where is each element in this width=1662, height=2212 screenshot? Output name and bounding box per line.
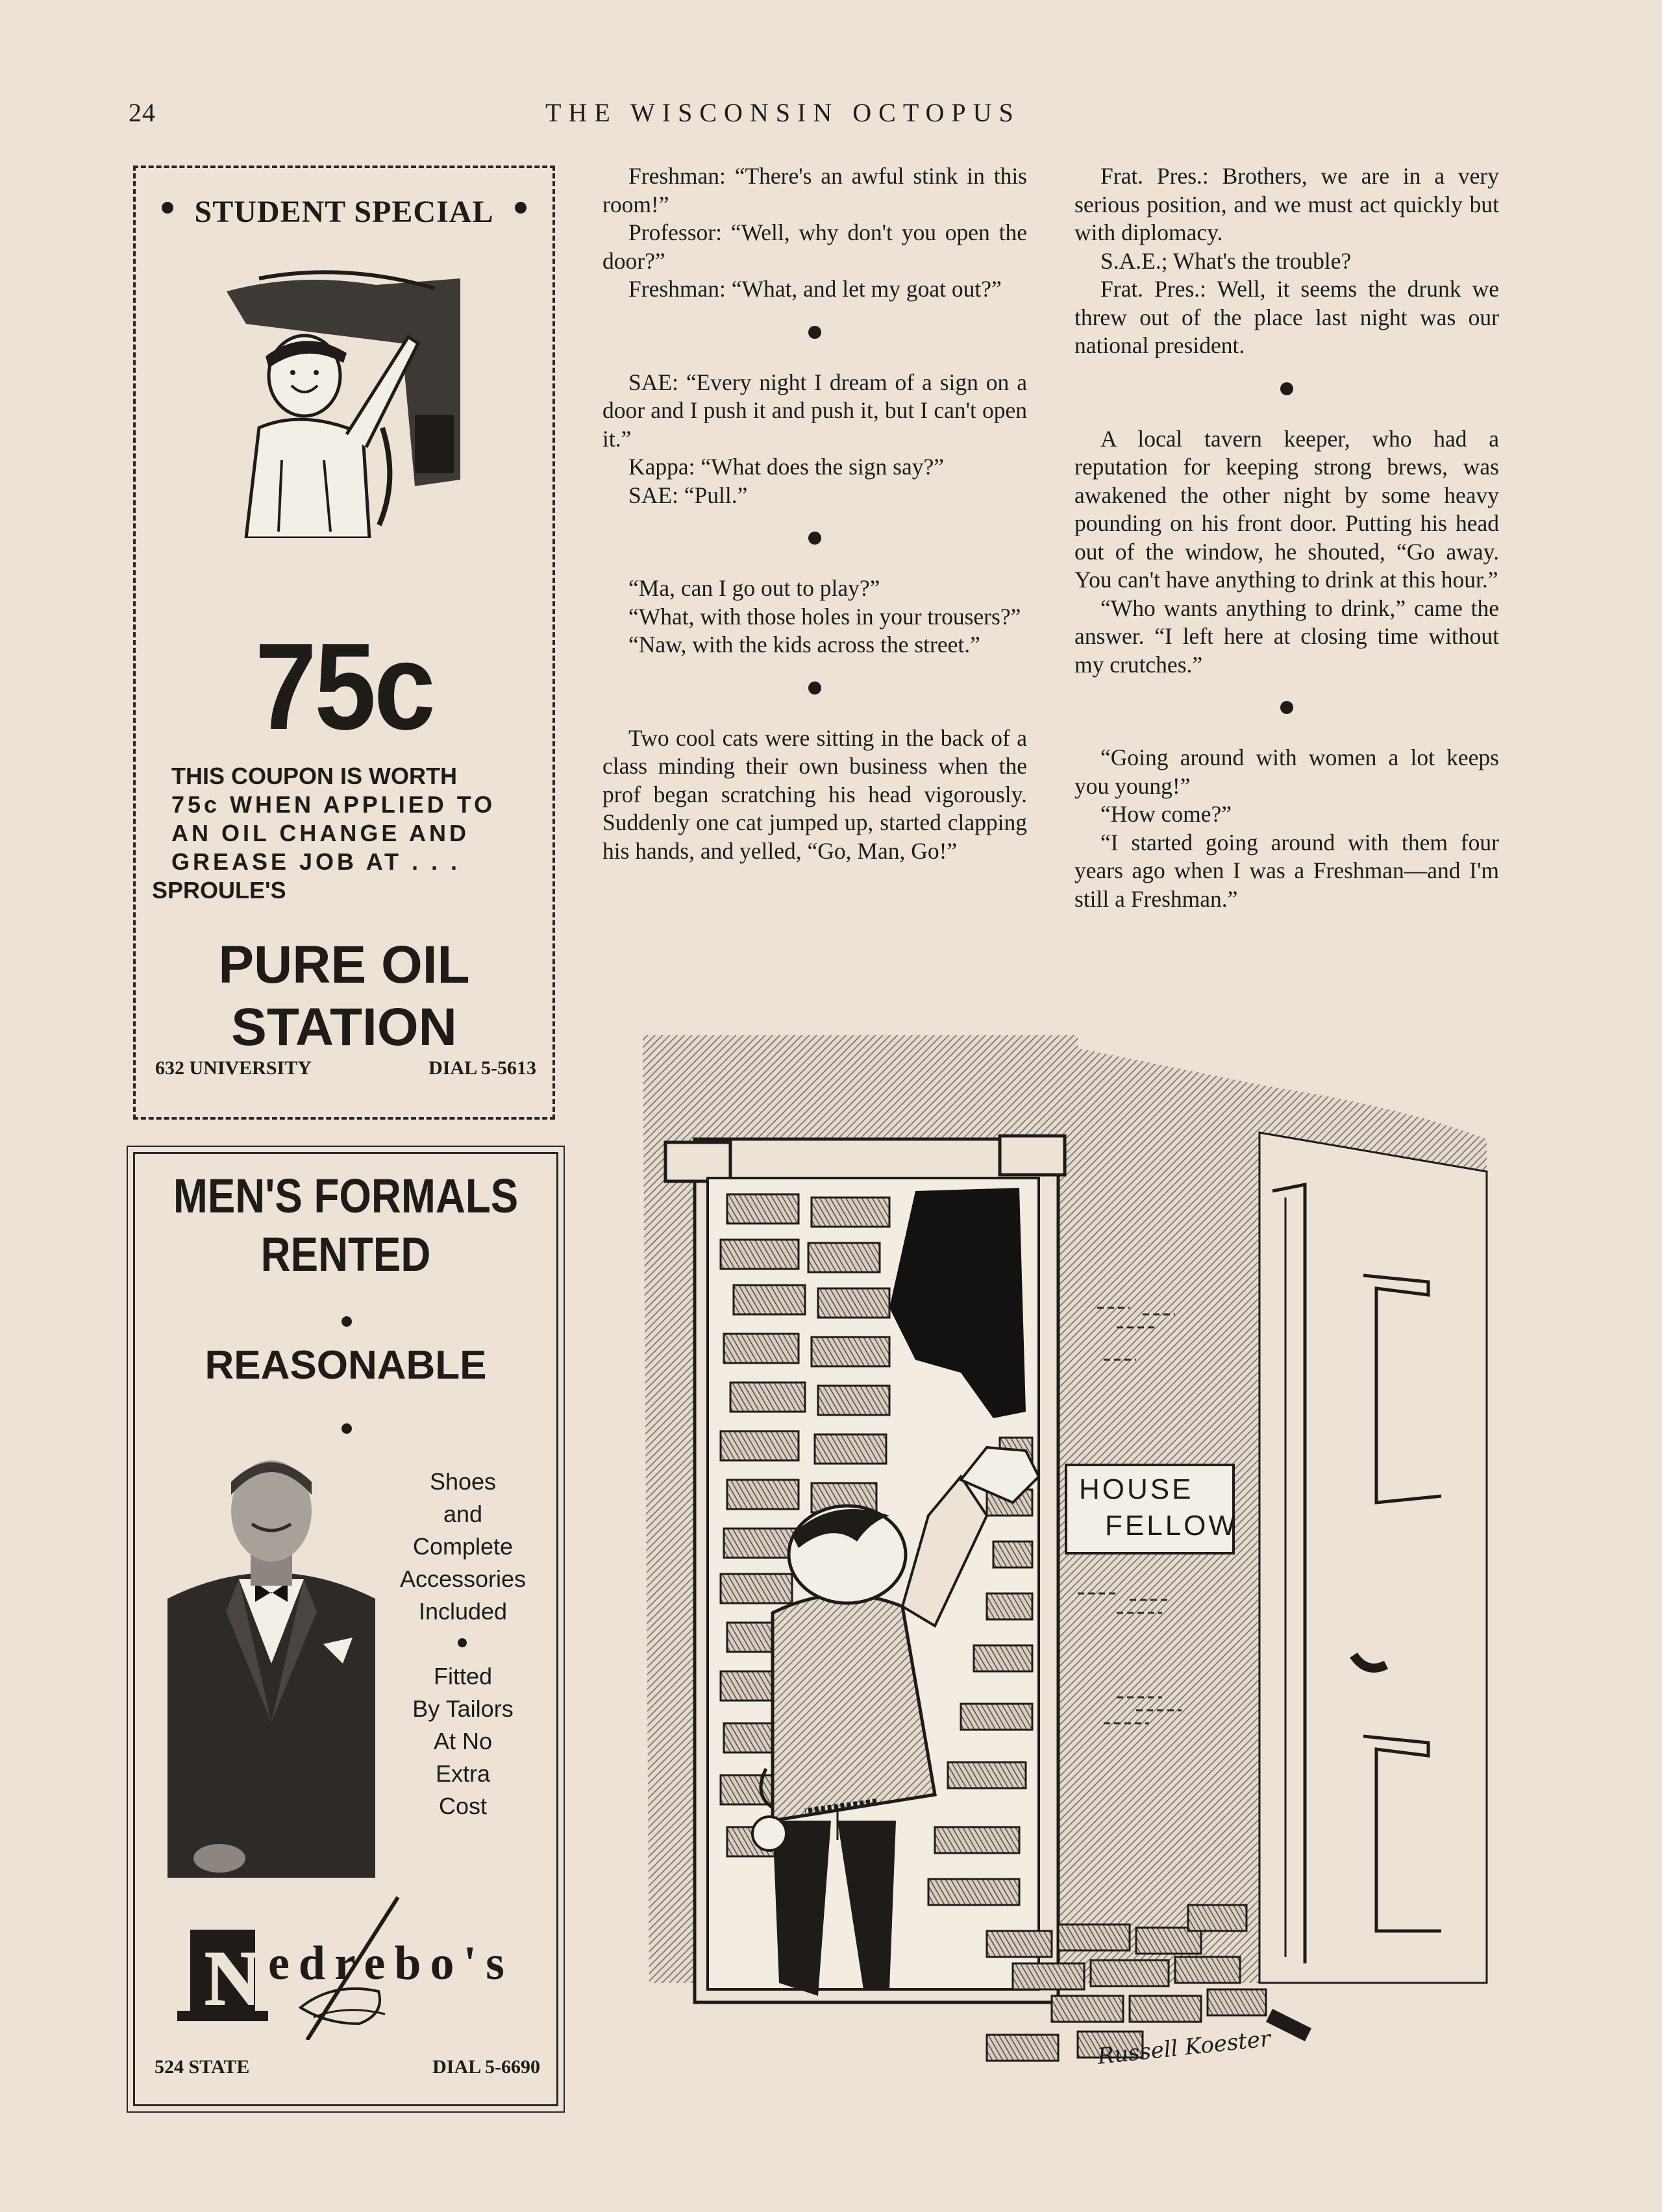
station-line: STATION [231, 998, 457, 1057]
joke [602, 724, 1027, 866]
coupon-headline: STUDENT SPECIAL [194, 195, 494, 229]
artist-signature: Russell Koester [1096, 2026, 1272, 2070]
brand-name: edrebo's [268, 1937, 514, 1990]
joke-line: Frat. Pres.: Brothers, we are in a very serious position, and we must act quickly but with diplomacy. [1074, 163, 1499, 245]
joke [602, 574, 1027, 659]
gas-attendant-illustration [220, 265, 467, 538]
coupon-address: 632 UNIVERSITY [155, 1057, 312, 1079]
joke [602, 162, 1027, 304]
joke-separator [602, 510, 1027, 574]
bullet-dot [515, 202, 527, 214]
bullet-dot [341, 1423, 352, 1434]
joke-line: “Naw, with the kids across the street.” [628, 632, 980, 657]
coupon-terms [152, 762, 535, 905]
formals-title [164, 1167, 527, 1284]
page-number: 24 [129, 98, 156, 127]
feature-separator [385, 1628, 541, 1660]
joke-line: Freshman: “What, and let my goat out?” [628, 276, 1002, 302]
cartoon-drawing [623, 1022, 1506, 2087]
joke [1074, 425, 1499, 680]
joke-column-middle [602, 162, 1027, 865]
formals-ad [133, 1152, 558, 2106]
joke [602, 369, 1027, 510]
tuxedo-man-photo [167, 1449, 375, 1878]
feature-line: Complete [412, 1533, 514, 1560]
joke-line: Frat. Pres.: Well, it seems the drunk we threw out of the place last night was our national president. [1074, 276, 1499, 358]
joke-separator [602, 659, 1027, 724]
formals-title-line: RENTED [260, 1227, 431, 1281]
joke [1074, 744, 1499, 913]
joke-separator [1074, 679, 1499, 744]
coupon-line: SPROULE'S [152, 877, 286, 903]
joke-line: SAE: “Every night I dream of a sign on a door and I push it and push it, but I can't open it.” [602, 369, 1027, 452]
brand-initial: N [205, 1935, 261, 2021]
joke-separator [602, 304, 1027, 369]
joke-separator [1074, 360, 1499, 425]
coupon-line: THIS COUPON IS WORTH [171, 763, 457, 789]
coupon-line: 75c WHEN APPLIED TO [171, 791, 496, 818]
coupon-line: GREASE JOB AT . . . [171, 848, 461, 875]
joke-line: Two cool cats were sitting in the back of a class minding their own business when the prof began scratching his head vigorously. Suddenly one cat jumped up, started clapping his hands, and yelled, “Go, Man, Go!” [602, 724, 1027, 864]
feature-line: At No [433, 1728, 493, 1754]
joke-line: Professor: “Well, why don't you open the door?” [602, 219, 1027, 274]
coupon-line: AN OIL CHANGE AND [171, 820, 470, 846]
joke-line: Kappa: “What does the sign say?” [628, 454, 944, 480]
joke-line: “Who wants anything to drink,” came the answer. “I left here at closing time without my crutches.” [1074, 595, 1499, 678]
joke-line: Freshman: “There's an awful stink in this room!” [602, 163, 1027, 217]
sign-line: FELLOW [1105, 1510, 1238, 1542]
feature-line: Accessories [399, 1566, 527, 1592]
coupon-price: 75c [254, 618, 434, 756]
feature-line: Cost [438, 1793, 488, 1819]
joke-line: SAE: “Pull.” [628, 482, 748, 508]
formals-reasonable: REASONABLE [205, 1343, 487, 1388]
joke-line: “How come?” [1100, 801, 1232, 827]
joke-line: “Ma, can I go out to play?” [628, 575, 880, 601]
feature-line: Extra [435, 1760, 491, 1787]
sign-line: HOUSE [1079, 1473, 1194, 1505]
joke-line: “What, with those holes in your trousers?” [628, 603, 1021, 630]
formals-address: 524 STATE [155, 2056, 250, 2078]
joke-line: “Going around with women a lot keeps you young!” [1074, 744, 1499, 799]
joke-line: S.A.E.; What's the trouble? [1100, 247, 1352, 274]
house-fellow-sign [1065, 1464, 1238, 1555]
joke-line: A local tavern keeper, who had a reputation for keeping strong brews, was awakened the other night by some heavy pounding on his front door. Putting his head out of the window, he shouted, “Go away. You can't have anything to drink at this hour.” [1074, 425, 1499, 593]
station-name [136, 934, 552, 1059]
feature-line: Shoes [429, 1468, 497, 1495]
joke [1074, 162, 1499, 360]
feature-line: Included [418, 1598, 508, 1625]
joke-column-right [1074, 162, 1499, 913]
coupon-ad [133, 166, 555, 1120]
formals-phone: DIAL 5-6690 [432, 2056, 540, 2078]
formals-features [385, 1466, 541, 1823]
coupon-phone: DIAL 5-5613 [428, 1057, 536, 1079]
bullet-dot [458, 1638, 467, 1647]
bricked-doorway-cartoon [623, 1022, 1506, 2087]
feature-line: and [443, 1501, 483, 1527]
feature-line: Fitted [433, 1663, 493, 1690]
bullet-dot [341, 1316, 352, 1327]
formals-title-line: MEN'S FORMALS [173, 1169, 519, 1223]
running-title: THE WISCONSIN OCTOPUS [545, 98, 1021, 127]
station-line: PURE OIL [218, 935, 470, 994]
nedrebos-logo [171, 1884, 521, 2040]
feature-line: By Tailors [412, 1695, 514, 1722]
joke-line: “I started going around with them four years ago when I was a Freshman—and I'm still a Freshman.” [1074, 829, 1499, 912]
